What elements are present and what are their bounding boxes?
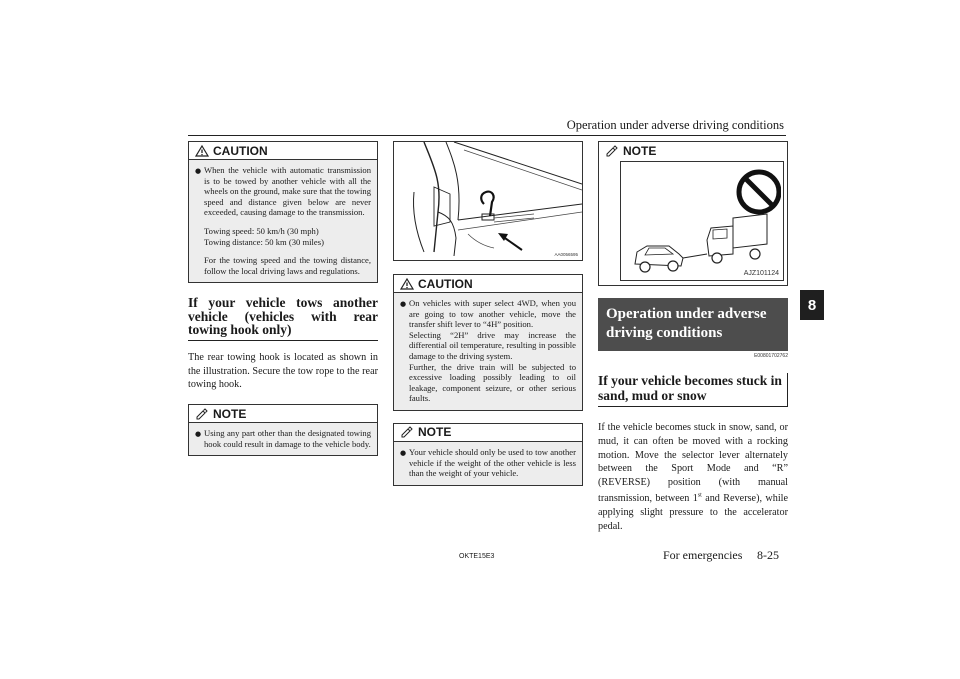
figure-code: AA0056595	[554, 252, 578, 257]
note-header	[599, 142, 787, 159]
section-title-towing-another-vehicle: If your vehicle tows another vehicle (vehicles with rear towing hook only)	[188, 296, 378, 341]
footer-section-name: For emergencies	[663, 548, 743, 562]
note-pencil-icon	[400, 426, 414, 438]
note-text: Using any part other than the designated towing hook could result in damage to the vehicle body.	[204, 428, 371, 449]
note-box-no-towing-truck	[598, 141, 788, 286]
footer-document-code: OKTE15E3	[459, 553, 495, 560]
caution-header	[394, 275, 582, 293]
note-label: NOTE	[623, 143, 657, 158]
bullet-icon: ●	[400, 300, 407, 308]
section-reference-code: E00801702762	[754, 353, 788, 359]
prohibition-towing-drawing	[621, 162, 781, 278]
note-box-tow-weight	[393, 423, 583, 486]
note-label: NOTE	[213, 406, 247, 421]
body-text-part: If the vehicle becomes stuck in snow, sand, or mud, it can often be moved with a rocking motion. Move the selector lever alternately between the Sport Mode and “R” (REVERSE) position (with manual transmission, between 1st and Reverse), while applying slight pressure to the accelerator pedal.	[598, 422, 788, 532]
rear-towing-hook-drawing	[394, 142, 582, 258]
caution-box-super-select-4wd	[393, 274, 583, 411]
warning-triangle-icon	[195, 145, 209, 157]
figure-code: AJZ101124	[743, 270, 779, 277]
main-section-heading: Operation under adverse driving conditions	[598, 298, 788, 351]
caution-paragraph: When the vehicle with automatic transmission is to be towed by another vehicle with all the wheels on the ground, make sure that the towing speed and distance given below are never exceeded, causing damage to the transmission.	[204, 165, 371, 218]
note-label: NOTE	[418, 425, 452, 440]
note-header	[394, 424, 582, 442]
caution-paragraph: For the towing speed and the towing distance, follow the local driving laws and regulations.	[204, 255, 371, 276]
note-pencil-icon	[605, 145, 619, 157]
caution-label: CAUTION	[418, 276, 473, 291]
caution-box-towing-limits	[188, 141, 378, 283]
bullet-icon: ●	[195, 167, 202, 175]
chapter-tab: 8	[800, 290, 824, 320]
caution-paragraph: On vehicles with super select 4WD, when you are going to tow another vehicle, move the transfer shift lever to “4H” position.	[409, 298, 576, 330]
note-pencil-icon	[195, 408, 209, 420]
running-header-title: Operation under adverse driving conditions	[566, 118, 784, 132]
footer-page-number: 8-25	[757, 548, 779, 562]
caution-label: CAUTION	[213, 143, 268, 158]
note-text: Your vehicle should only be used to tow another vehicle if the weight of the other vehicle is less than the weight of your vehicle.	[409, 446, 576, 479]
header-rule	[188, 135, 786, 136]
right-column	[598, 141, 788, 534]
rear-towing-hook-illustration	[393, 141, 583, 261]
middle-column	[393, 141, 583, 486]
note-box-towing-hook	[188, 404, 378, 456]
bullet-icon: ●	[400, 448, 407, 457]
no-towing-illustration	[620, 161, 784, 281]
body-paragraph-stuck	[598, 421, 788, 534]
body-paragraph: The rear towing hook is located as shown in the illustration. Secure the tow rope to the rear towing hook.	[188, 351, 378, 391]
subsection-heading-stuck: If your vehicle becomes stuck in sand, mud or snow	[598, 373, 788, 407]
caution-paragraph: Selecting “2H” drive may increase the differential oil temperature, resulting in possible damage to the driving system. Further, the drive train will be subjected to excessive loading possibly leading to oil leakage, component seizure, or other serious faults.	[409, 329, 576, 404]
caution-paragraph: Towing speed: 50 km/h (30 mph) Towing distance: 50 km (30 miles)	[204, 225, 324, 247]
bullet-icon: ●	[195, 430, 202, 439]
note-header	[189, 405, 377, 423]
warning-triangle-icon	[400, 278, 414, 290]
left-column	[188, 141, 378, 456]
caution-header	[189, 142, 377, 160]
